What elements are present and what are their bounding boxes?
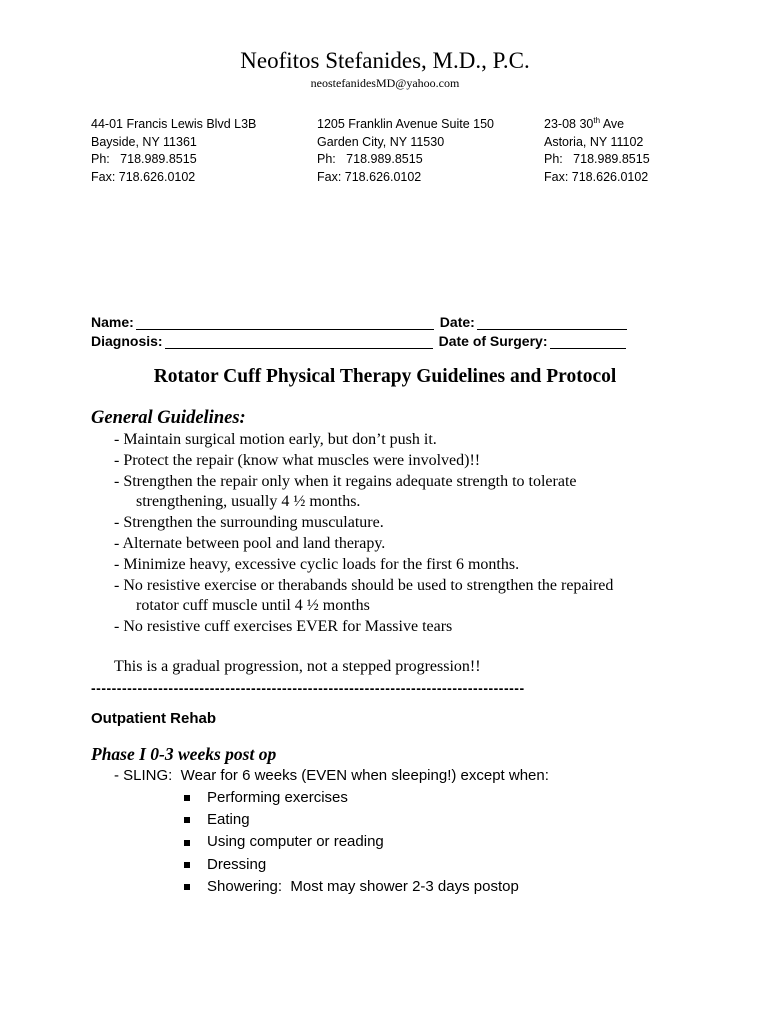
general-guidelines-title: General Guidelines: xyxy=(91,408,246,428)
office-city: Bayside, NY 11361 xyxy=(91,134,197,149)
progression-note: This is a gradual progression, not a stepped progression!! xyxy=(114,658,481,675)
list-item: Performing exercises xyxy=(184,787,519,809)
square-bullet-icon xyxy=(184,840,190,846)
office-fax: Fax: 718.626.0102 xyxy=(91,169,196,184)
office-phone: Ph: 718.989.8515 xyxy=(544,152,650,166)
field-row-diagnosis-surgery xyxy=(91,330,627,349)
general-guidelines-list xyxy=(114,430,613,638)
date-label: Date: xyxy=(439,314,475,330)
guideline-item-continued: strengthening, usually 4 ½ months. xyxy=(136,493,361,511)
guideline-item: - Alternate between pool and land therapy. xyxy=(114,534,386,552)
diagnosis-label: Diagnosis: xyxy=(91,333,163,349)
diagnosis-field[interactable] xyxy=(165,334,433,349)
office-fax: Fax: 718.626.0102 xyxy=(317,169,422,184)
guideline-item: - Maintain surgical motion early, but don’t push it. xyxy=(114,431,437,448)
square-bullet-icon xyxy=(184,862,190,868)
office-phone: Ph: 718.989.8515 xyxy=(91,152,197,166)
square-bullet-icon xyxy=(184,884,190,890)
guideline-item: - Protect the repair (know what muscles were involved)!! xyxy=(114,451,481,469)
office-address-bayside xyxy=(91,116,256,186)
office-street: 23-08 30th Ave xyxy=(544,115,625,131)
sling-instruction: - SLING: Wear for 6 weeks (EVEN when sleeping!) except when: xyxy=(114,767,549,784)
surgery-date-label: Date of Surgery: xyxy=(438,333,548,349)
guideline-item: - Minimize heavy, excessive cyclic loads for the first 6 months. xyxy=(114,555,520,573)
list-item: Eating xyxy=(184,809,519,831)
guideline-item: - Strengthen the surrounding musculature. xyxy=(114,514,384,532)
office-phone: Ph: 718.989.8515 xyxy=(317,152,423,166)
practice-name: Neofitos Stefanides, M.D., P.C. xyxy=(240,48,530,73)
guideline-item-continued: rotator cuff muscle until 4 ½ months xyxy=(136,597,370,615)
office-fax: Fax: 718.626.0102 xyxy=(544,169,649,184)
guideline-item: - No resistive cuff exercises EVER for Massive tears xyxy=(114,618,453,636)
name-field[interactable] xyxy=(136,315,434,330)
list-item: Using computer or reading xyxy=(184,831,519,853)
office-city: Garden City, NY 11530 xyxy=(317,134,445,149)
list-item: Dressing xyxy=(184,854,519,876)
date-field[interactable] xyxy=(477,315,627,330)
phase-title: Phase I 0-3 weeks post op xyxy=(91,744,277,764)
patient-info-form xyxy=(91,311,627,349)
office-address-garden-city xyxy=(317,116,494,186)
office-city: Astoria, NY 11102 xyxy=(544,134,644,149)
guideline-item: - No resistive exercise or therabands should be used to strengthen the repaired xyxy=(114,576,614,594)
section-divider: ------------------------------------------------------------------------------------ xyxy=(91,680,525,696)
sling-exceptions-list xyxy=(184,787,519,898)
office-street: 1205 Franklin Avenue Suite 150 xyxy=(317,117,494,131)
practice-email: neostefanidesMD@yahoo.com xyxy=(310,76,460,90)
name-label: Name: xyxy=(91,314,134,330)
field-row-name-date xyxy=(91,311,627,330)
guideline-item: - Strengthen the repair only when it regains adequate strength to tolerate xyxy=(114,472,577,490)
list-item: Showering: Most may shower 2-3 days postop xyxy=(184,876,519,898)
outpatient-rehab-title: Outpatient Rehab xyxy=(91,710,217,727)
office-street: 44-01 Francis Lewis Blvd L3B xyxy=(91,117,257,131)
surgery-date-field[interactable] xyxy=(550,334,626,349)
document-title: Rotator Cuff Physical Therapy Guidelines and Protocol xyxy=(153,366,617,387)
square-bullet-icon xyxy=(184,795,190,801)
office-address-astoria xyxy=(544,116,650,186)
square-bullet-icon xyxy=(184,817,190,823)
